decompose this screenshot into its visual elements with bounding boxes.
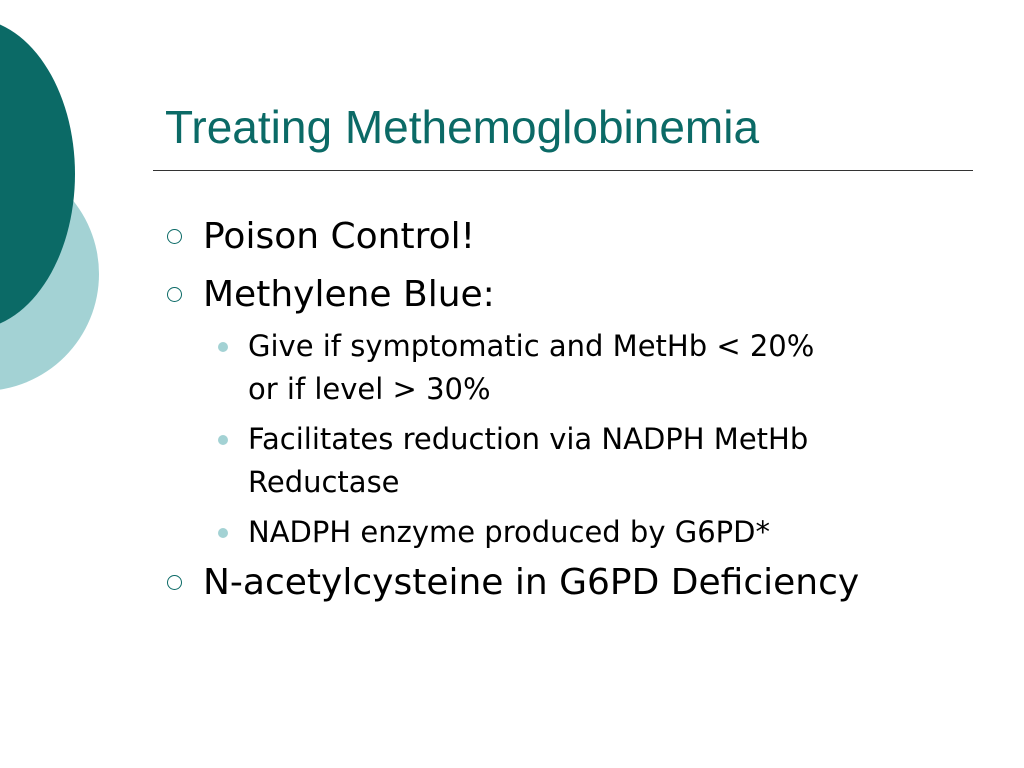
sub-bullet-line: or if level > 30% — [248, 372, 491, 406]
sub-bullet-line: Reductase — [248, 465, 400, 499]
title-divider — [153, 170, 973, 171]
bullet-text: N-acetylcysteine in G6PD Deficiency — [203, 562, 860, 603]
sub-bullet-list — [165, 325, 965, 554]
bullet-text: Poison Control! — [203, 216, 476, 257]
sub-bullet-line: NADPH enzyme produced by G6PD* — [248, 515, 770, 549]
bullet-item — [165, 561, 965, 605]
slide-title: Treating Methemoglobinemia — [165, 101, 760, 153]
bullet-item — [165, 215, 965, 259]
hollow-circle-bullet-icon — [167, 287, 182, 302]
bullet-item — [165, 273, 965, 317]
hollow-circle-bullet-icon — [167, 229, 182, 244]
sub-bullet-item — [210, 418, 965, 504]
dot-bullet-icon — [218, 528, 228, 538]
dot-bullet-icon — [218, 435, 228, 445]
sub-bullet-line: Give if symptomatic and MetHb < 20% — [248, 329, 815, 363]
hollow-circle-bullet-icon — [167, 575, 182, 590]
sub-bullet-item — [210, 511, 965, 554]
bullet-text: Methylene Blue: — [203, 274, 495, 315]
sub-bullet-line: Facilitates reduction via NADPH MetHb — [248, 422, 809, 456]
sub-bullet-item — [210, 325, 965, 411]
dot-bullet-icon — [218, 342, 228, 352]
bullet-list — [165, 215, 965, 605]
